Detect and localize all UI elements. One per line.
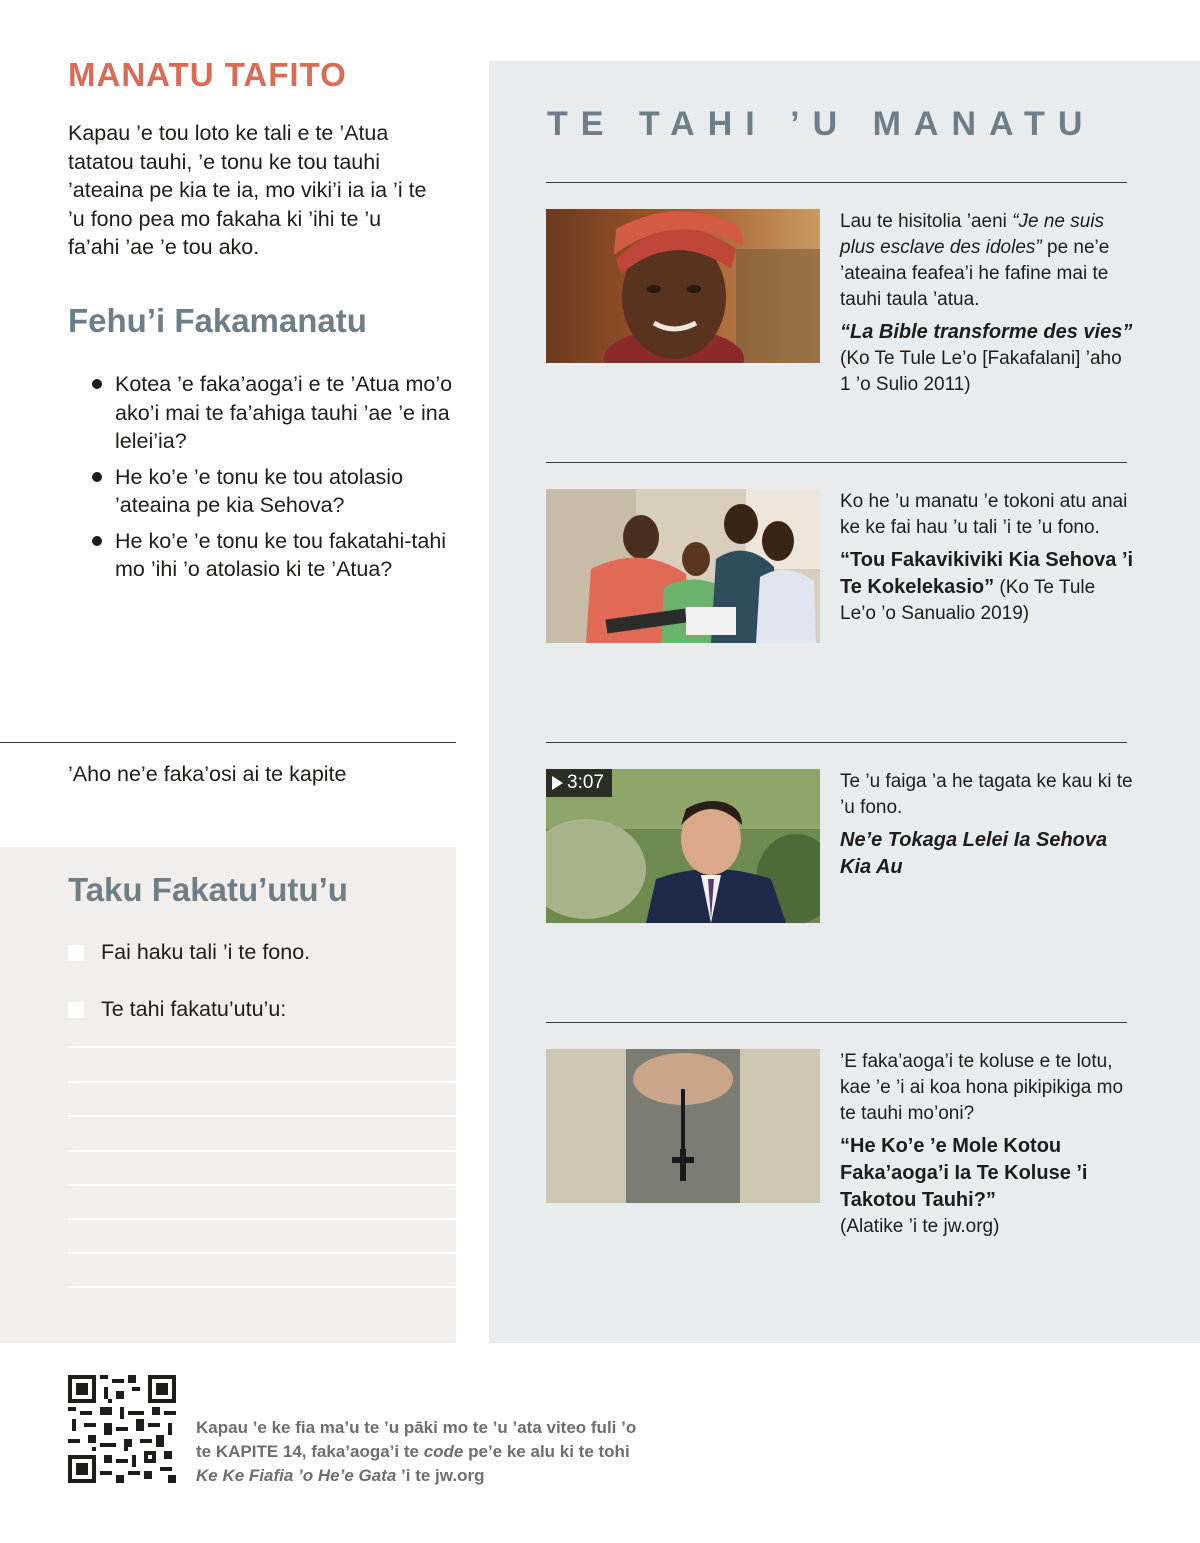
item-text	[840, 489, 1135, 627]
divider	[546, 1022, 1127, 1023]
summary-title: MANATU TAFITO	[68, 56, 347, 93]
divider	[546, 182, 1127, 183]
checkbox[interactable]	[68, 1002, 84, 1018]
family-study-image[interactable]	[546, 489, 820, 643]
more-title: TE TAHI ’U MANATU	[547, 105, 1096, 143]
writing-line[interactable]	[68, 1115, 456, 1117]
completed-date-label: ’Aho ne’e faka’osi ai te kapite	[68, 762, 347, 786]
summary-text: Kapau ’e tou loto ke tali e te ’Atua tatatou tauhi, ’e tonu ke tou tauhi ’ateaina pe kia te ia, mo viki’i ia ia ’i te ’u fono pea mo fakaha ki ’ihi te ’u fa’ahi ’ae ’e tou ako.	[68, 121, 427, 259]
goal-label: Te tahi fakatu’utu’u:	[101, 997, 287, 1021]
footer-note: Kapau ’e ke fia ma’u te ’u pāki mo te ’u ’ata viteo fuli ’o te KAPITE 14, faka’aoga’i te code pe’e ke alu ki te tohi Ke Ke Fiafia ’o He’e Gata ’i te jw.org	[196, 1418, 637, 1485]
goal-answer-row[interactable]	[68, 940, 310, 965]
item-text	[840, 209, 1135, 398]
bullet-icon	[92, 472, 102, 482]
review-question: Kotea ’e faka’aoga’i e te ’Atua mo’o ako’i mai te fa’ahiga tauhi ’ae ’e ina lelei’ia?	[92, 370, 462, 456]
video-thumbnail[interactable]	[546, 769, 820, 923]
writing-line[interactable]	[68, 1252, 456, 1254]
checkbox[interactable]	[68, 945, 84, 961]
item-description: ’E faka’aoga’i te koluse e te lotu, kae ’e ’i ai koa hona pikipikiga mo te tauhi mo’oni?	[840, 1051, 1124, 1124]
goals-title: Taku Fakatu’utu’u	[68, 871, 348, 908]
bullet-icon	[92, 379, 102, 389]
goal-label: Fai haku tali ’i te fono.	[101, 940, 311, 964]
divider	[0, 742, 456, 743]
item-reference[interactable]: “La Bible transforme des vies” (Ko Te Tule Le’o [Fakafalani] ’aho 1 ’o Sulio 2011)	[840, 321, 1133, 395]
item-reference[interactable]: “He Ko’e ’e Mole Kotou Faka’aoga’i Ia Te Koluse ’i Takotou Tauhi?” (Alatike ’i te jw.org)	[840, 1135, 1088, 1237]
bullet-icon	[92, 536, 102, 546]
woman-portrait-icon	[546, 209, 820, 363]
writing-line[interactable]	[68, 1218, 456, 1220]
play-icon	[552, 776, 563, 790]
item-description: Lau te hisitolia ’aeni “Je ne suis plus esclave des idoles” pe ne’e ’ateaina feafea’i he fafine mai te tauhi taula ’atua.	[840, 211, 1110, 310]
writing-line[interactable]	[68, 1081, 456, 1083]
goals-box	[0, 847, 456, 1343]
qr-code-icon[interactable]	[68, 1375, 176, 1483]
rosary-cross-icon	[546, 1049, 820, 1203]
goal-other-row[interactable]	[68, 997, 286, 1022]
divider	[546, 462, 1127, 463]
item-reference[interactable]: Ne’e Tokaga Lelei Ia Sehova Kia Au	[840, 829, 1108, 878]
item-text	[840, 769, 1135, 881]
writing-line[interactable]	[68, 1184, 456, 1186]
review-title: Fehu’i Fakamanatu	[68, 302, 367, 339]
rosary-hands-image[interactable]	[546, 1049, 820, 1203]
item-reference[interactable]: “Tou Fakavikiviki Kia Sehova ’i Te Kokelekasio” (Ko Te Tule Le’o ’o Sanualio 2019)	[840, 549, 1134, 624]
writing-line[interactable]	[68, 1286, 456, 1288]
divider	[546, 742, 1127, 743]
item-description: Te ’u faiga ’a he tagata ke kau ki te ’u fono.	[840, 771, 1133, 818]
qr-code-graphic	[68, 1375, 176, 1483]
review-question: He ko’e ’e tonu ke tou atolasio ’ateaina pe kia Sehova?	[92, 463, 462, 520]
woman-portrait-image[interactable]	[546, 209, 820, 363]
family-study-icon	[546, 489, 820, 643]
review-list	[92, 370, 462, 591]
more-panel	[489, 61, 1200, 1343]
writing-line[interactable]	[68, 1150, 456, 1152]
video-duration: 3:07	[546, 769, 612, 797]
review-question: He ko’e ’e tonu ke tou fakatahi-tahi mo ’ihi ’o atolasio ki te ’Atua?	[92, 527, 462, 584]
item-text	[840, 1049, 1135, 1240]
writing-line[interactable]	[68, 1046, 456, 1048]
item-description: Ko he ’u manatu ’e tokoni atu anai ke ke fai hau ’u tali ’i te ’u fono.	[840, 491, 1128, 538]
